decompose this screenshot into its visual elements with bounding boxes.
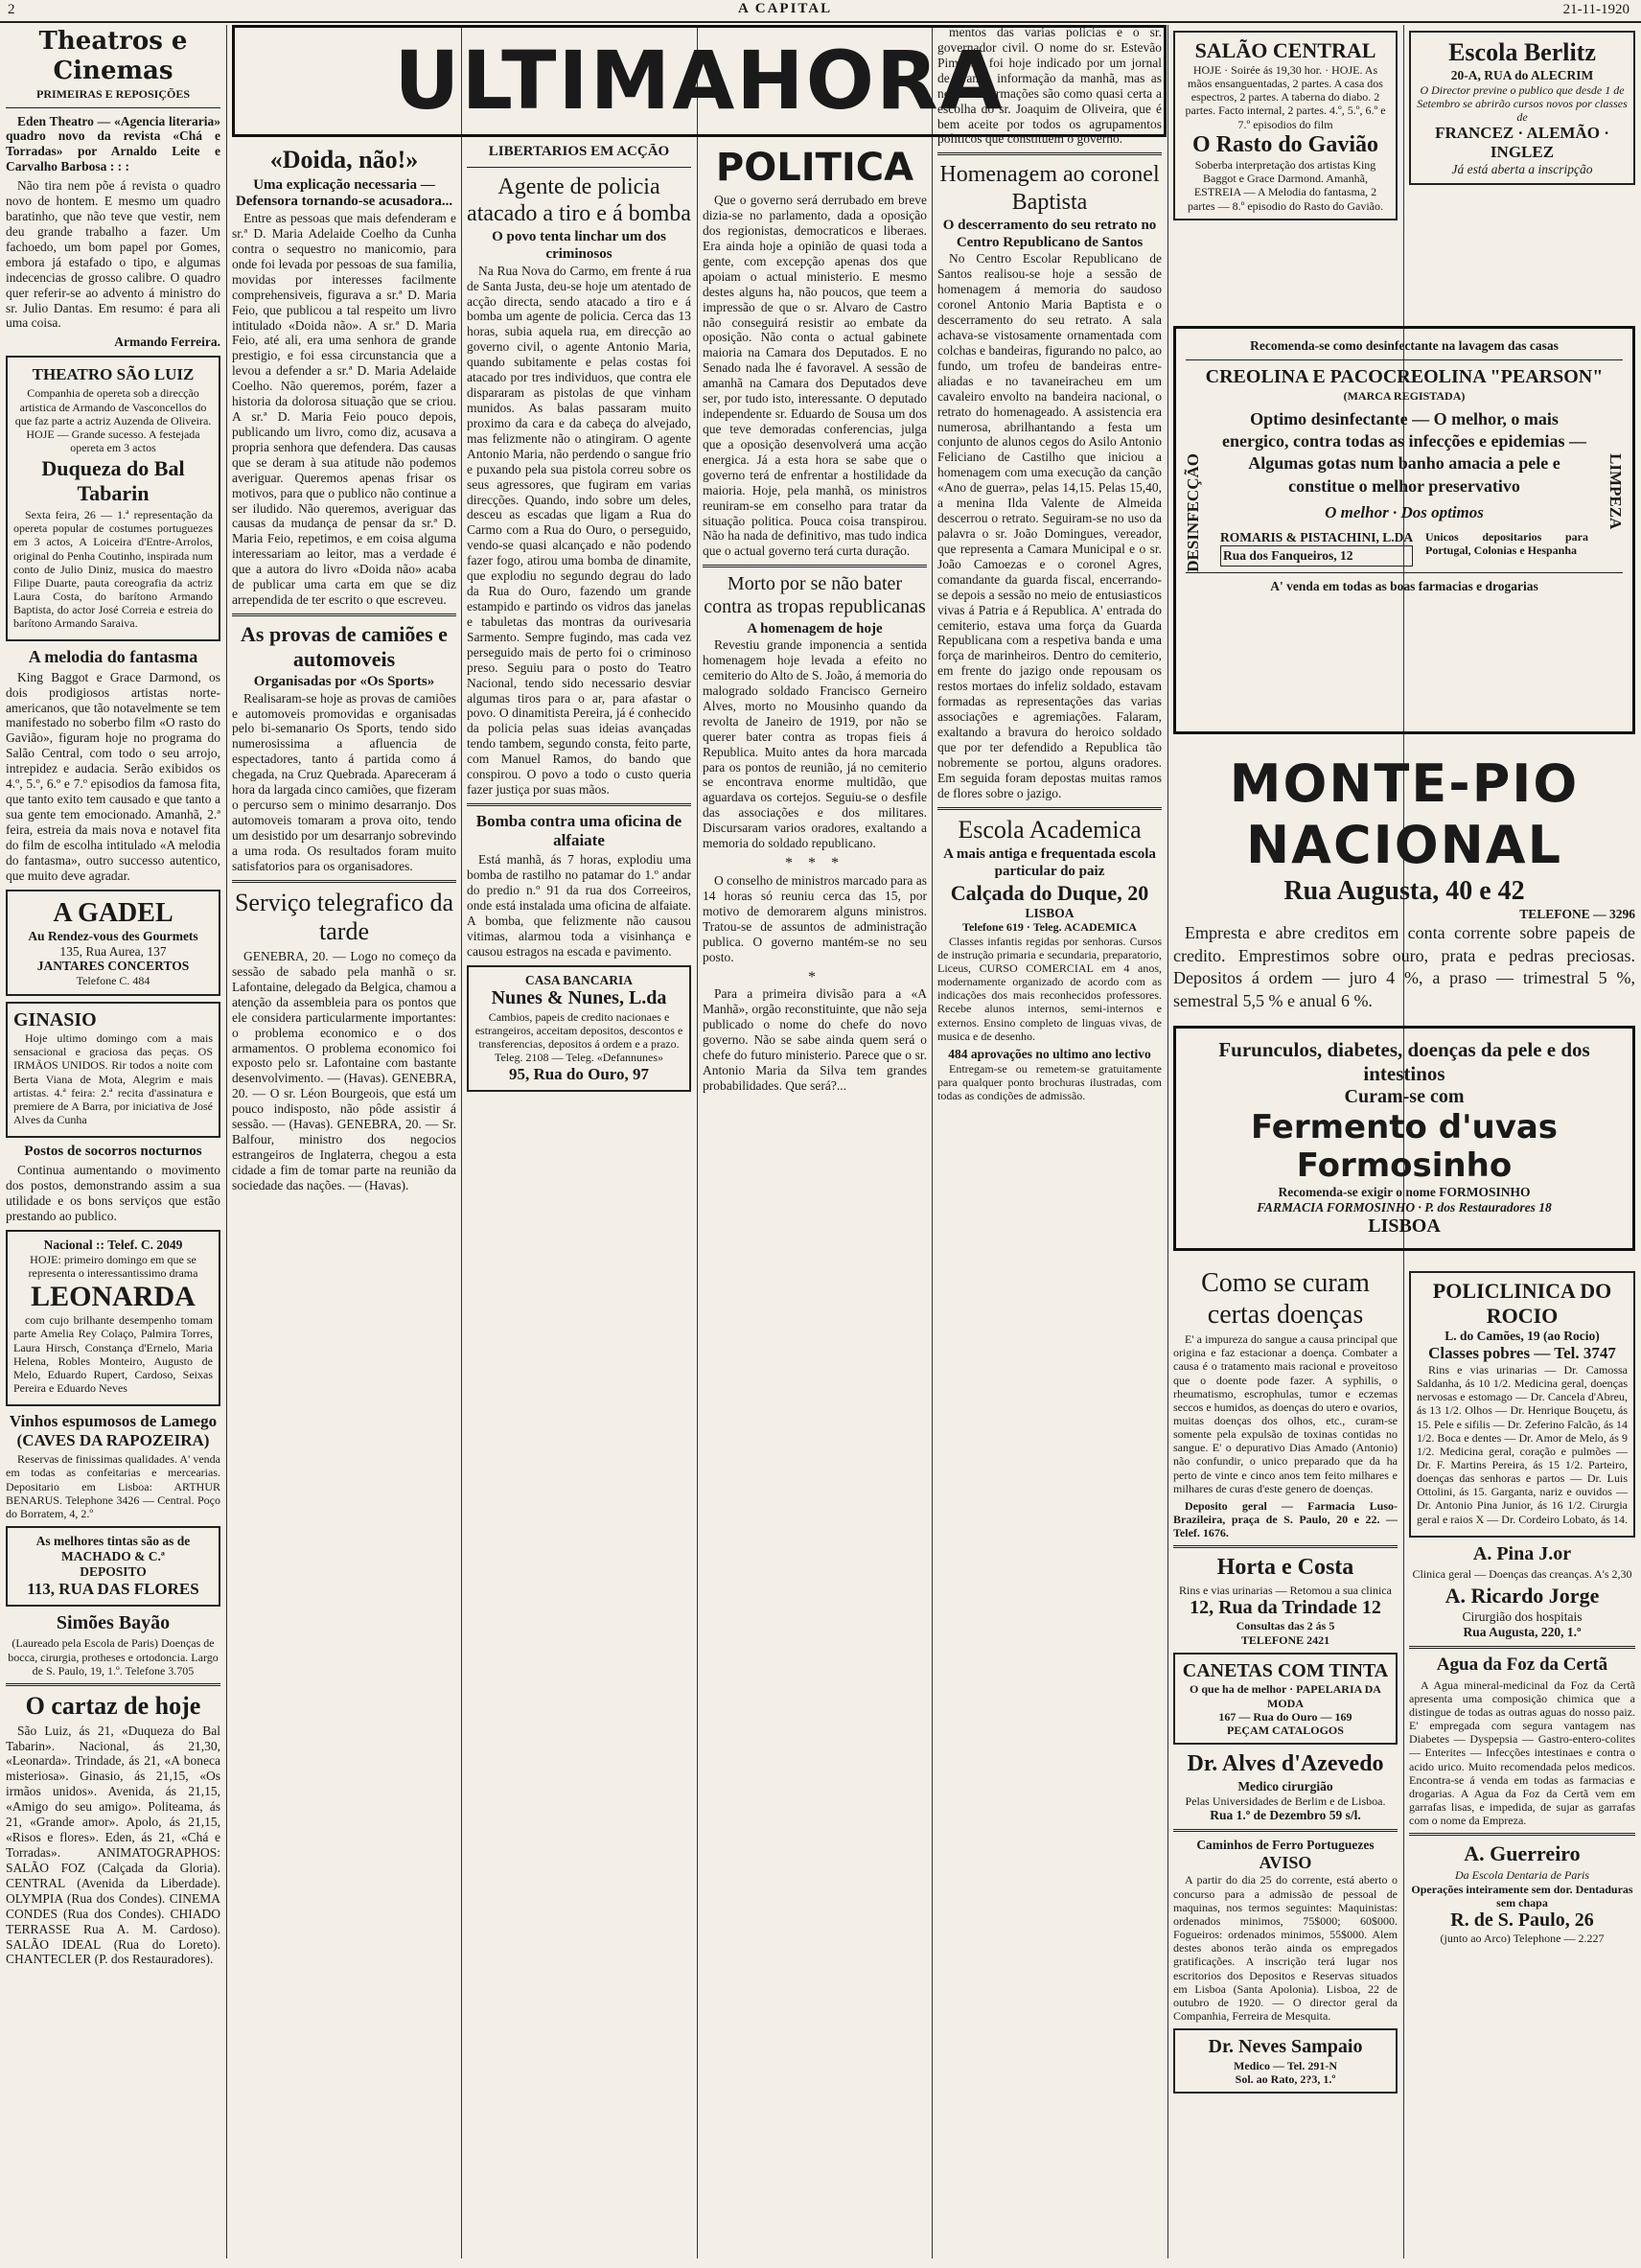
pina-text: Clinica geral — Doenças das creanças. A's 2,30 — [1412, 1567, 1632, 1582]
escola-city: LISBOA — [1025, 905, 1075, 920]
escola-tel: Telefone 619 · Teleg. ACADEMICA — [962, 920, 1137, 935]
simoes-title: Simões Bayão — [56, 1611, 171, 1633]
eden-heading: Eden Theatro — «Agencia literaria» quadro novo da revista «Chá e Torradas» por Arnaldo Leite e Carvalho Barbosa : : : — [6, 113, 220, 174]
berlitz-title: Escola Berlitz — [1448, 38, 1596, 66]
casa-title: CASA BANCARIA — [524, 972, 634, 987]
creolina-side-right: LIMPEZA — [1606, 453, 1625, 530]
agua-title: Agua da Foz da Certã — [1436, 1655, 1608, 1676]
nacional-text: HOJE: primeiro domingo em que se representa o interessantissimo drama — [28, 1252, 198, 1280]
policlinica-addr: L. do Camões, 19 (ao Rocio) — [1445, 1328, 1600, 1343]
creolina-reg: (MARCA REGISTADA) — [1343, 388, 1466, 403]
conselho-text: O conselho de ministros marcado para as 14 horas só reuniu cerca das 15, por motivo de demorarem alguns ministros. Tratou-se de assuntos de administração publica. O governo mantém-se no seu posto. — [703, 872, 927, 964]
ultima-hora-title: ULTIMAHORA — [232, 25, 1167, 137]
vinhos-text: Reservas de finissimas qualidades. A' venda em todas as confeitarias e mercearias. Depositario em Lisboa: ARTHUR BENARUS. Telephone 3426 — Central. Poço do Borratem, 4, 2.º — [6, 1452, 220, 1520]
doida-subtitle: Uma explicação necessaria — Defensora tornando-se acusadora... — [235, 176, 453, 210]
sluiz-title: THEATRO SÃO LUIZ — [32, 365, 195, 384]
creolina-firm-addr: Rua dos Fanqueiros, 12 — [1220, 545, 1413, 567]
casa-tel: Teleg. 2108 — Teleg. «Defannunes» — [494, 1051, 664, 1065]
agente-text: Na Rua Nova do Carmo, em frente á rua de Santa Justa, deu-se hoje um atentado de acção directa, sendo atacado a tiro e á bomba um agente de policia. Cerca das 13 horas, subia aquela rua, em direcção ao governo civil, o agente Antonio Maria, quando subitamente e pelas costas foi atacado por tres individuos, que contra ele dispararam as pistolas de que vinham munidos. As balas passaram muito proximo da cara e da cabeça do alvejado, mas felizmente não o atingiram. O agente Antonio Maria, não perdendo o sangue frio e puxando pela sua pistola correu sobre os seus agressores, que fugiram em varias direcções. Quando, indo sobre um deles, desceu as escadas que ligam a Rua do Carmo com a Rua do Ouro, o perseguido, vendo-se quasi alcançado e não podendo fazer fogo, atirou uma bomba de dinamite, que explodiu no segundo degrau do lado da Rua do Ouro, fazendo um grande estampido e partindo os vidros das janelas e tabuletas das montras da ourivesaria Sarmento. Sempre fugindo, mas cada vez perseguido mais de perto foi o criminoso preso. Seguiu para o posto do Teatro Nacional, tendo sido necessario desviar algumas tiros para o ar, para afastar o povo. O dinamitista Pereira, já é conhecido da policia pelas suas ideias avançadas tendo tambem, segundo consta, feito parte, com Manuel Ramos, do bando que conspirou. O povo a todo o custo queria fazer justiça por suas mãos. — [467, 263, 691, 798]
canetas-text: O que ha de melhor · PAPELARIA DA MODA — [1190, 1682, 1381, 1710]
theatros-title: Theatros e Cinemas — [38, 27, 188, 85]
policlinica-classes: Classes pobres — Tel. 3747 — [1428, 1343, 1616, 1362]
fermento-cure: Curam-se com — [1344, 1085, 1465, 1107]
salao-film: O Rasto do Gavião — [1191, 131, 1378, 157]
guerreiro-addr: R. de S. Paulo, 26 — [1450, 1909, 1594, 1931]
leonarda-title: LEONARDA — [31, 1280, 196, 1312]
berlitz-text: O Director previne o publico que desde 1 de Setembro se abrirão cursos novos por classes de — [1417, 82, 1628, 124]
neves-addr: Sol. ao Rato, 2?3, 1.º — [1235, 2071, 1336, 2086]
fermento-title: Fermento d'uvas Formosinho — [1250, 1108, 1559, 1186]
alves-addr: Rua 1.º de Dezembro 59 s/l. — [1210, 1808, 1361, 1823]
eden-signature: Armando Ferreira. — [114, 335, 220, 350]
melodia-title: A melodia do fantasma — [28, 647, 198, 667]
agua-text: A Agua mineral-medicinal da Foz da Certã apresenta uma composição chimica que a distingue de todas as outras aguas do nosso paiz. E' empregada com segura vantagem nas Diabetes — Dyspepsia — Gastro-entero-colites — Enterites — Infecções intestinaes e contra o acido urico. Muito recomendada pelos medicos. Encontra-se á venda em todas as farmacias e drogarias. A Agua da Foz da Certã vem em garrafas lisas, e impedida, de sujar as garrafas com o nome da Empreza. — [1409, 1678, 1635, 1828]
montepio-addr: Rua Augusta, 40 e 42 — [1283, 876, 1525, 907]
column-7-lower — [1409, 1265, 1635, 2258]
gadel-tel: Telefone C. 484 — [76, 974, 150, 988]
creolina-text: Optimo desinfectante — O melhor, o mais energico, contra todas as infecções e epidemias — Algumas gotas num banho amacia a pele e constitue o melhor preservativo — [1222, 408, 1586, 496]
guerreiro-tel: (junto ao Arco) Telephone — 2.227 — [1440, 1932, 1605, 1946]
pina-title: A. Pina J.or — [1472, 1542, 1572, 1564]
guerreiro-subtitle: Da Escola Dentaria de Paris — [1455, 1868, 1589, 1883]
homenagem-text: No Centro Escolar Republicano de Santos realisou-se hoje a sessão de homenagem á memoria do saudoso coronel Antonio Maria Baptista e o descerramento do seu retrato. A sala achava-se vistosamente ornamentada com colchas e bandeiras, figurando no palco, ao fundo, um trofeu de bandeiras entre-aliadas e no tavaneiracheu em um cavaleiro envolto na bandeira nacional, o retrato do homenageado. A assistencia era numerosa, abrilhantando a festa um conjunto de alunos cegos do Asilo Antonio Feliciano de Castilho que iniciou a homenagem com uma execução da canção «Ano de guerra», pelas 14,15. Pelas 15,40, a menina Ilda Valente de Almeida descerrou o retrato. Seguiram-se no uso da palavra o sr. João Domingues, vereador, que representa a Camara Municipal e o sr. João Camoezas e o coronel Agres, comandante da guarda fiscal, encerrando-se depois a sessão no meio de entusiasticos vivas á Patria e á Republica. A' entrada do cemiterio, estava uma força da Guarda Republicana com a respetiva banda e uma força de marinheiros. Dentro do cemiterio, em frente do jazigo onde repousam os restos mortaes do infeliz soldado, estavam formadas as representações das varias associações e agremiações. Falaram, exaltando a bravura do heroico soldado que por ter defendido a Republica tão nobremente se portou, alguns oradores. Em seguida foram depostas muitas ramos de flores sobre o jazigo. — [937, 251, 1162, 800]
caminhos-aviso: AVISO — [1259, 1853, 1312, 1873]
curam-text: E' a impureza do sangue a causa principal que origina e faz estacionar a doença. Combater a causa é o tratamento mais racional e proveitoso que o doente pode fazer. A syphilis, o rheumatismo, escrophulas, tumor e eczemas seccos e humidos, as doenças do utero e ovarios, muitas doenças dos olhos, etc., curam-se somente pela expulsão de toxinas contidas no sangue. E' o depurativo Dias Amado (Antonio) não confundir, o unico preparado que da ha perto de vinte e cinco anos tem feito milhares e milhares de curas d'este genero de doenças. — [1173, 1332, 1398, 1495]
horta-title: Horta e Costa — [1216, 1555, 1354, 1581]
column-rule — [1167, 25, 1168, 2258]
guerreiro-text: Operações inteiramente sem dor. Dentaduras sem chapa — [1411, 1882, 1633, 1909]
canetas-title: CANETAS COM TINTA — [1182, 1659, 1389, 1681]
column-7-top — [1409, 25, 1635, 370]
agente-subtitle: O povo tenta linchar um dos criminosos — [492, 229, 666, 262]
curam-title: Como se curam certas doenças — [1201, 1268, 1370, 1331]
morto-text: Revestiu grande imponencia a sentida homenagem hoje levada a efeito no cemiterio do Alto de S. João, á memoria do malogrado soldado Francisco Gerneiro Alves, morto no Mousinho quando da revolta de Janeiro de 1919, por não se querer bater contra as tropas fieis á Republica. Muito antes da hora marcada para os pontos de reunião, já no cemiterio se encontrava enorme multidão, que aguardava os cortejos. Seguiu-se o desfile das associações e dos militares. Discursaram varios oradores, exaltando a memoria do soldado republicano. — [703, 637, 927, 851]
morto-subtitle: A homenagem de hoje — [747, 620, 883, 636]
doida-title: «Doida, não!» — [269, 146, 419, 174]
escola-text: Classes infantis regidas por senhoras. Cursos de instrução primaria e secundaria, preparatorio, Liceus, CURSO COMERCIAL em 4 anos, modernamente organizado de acordo com as indicações dos mais reconhecidos professores. Recebe alunos internos, semi-internos e externos. Ensino completo de linguas vivas, de musica e de desenho. — [937, 934, 1162, 1043]
casa-text: Cambios, papeis de credito nacionaes e estrangeiros, acceitam depositos, descontos e transferencias, depositos á ordem e a prazo. — [474, 1010, 683, 1052]
neves-title: Dr. Neves Sampaio — [1208, 2036, 1363, 2058]
column-1 — [6, 25, 220, 2258]
leonarda-text: com cujo brilhante desempenho tomam parte Amelia Rey Colaço, Palmira Torres, Laura Hirsch, Constança d'Ernelo, Maria Helena, Robles Monteiro, Augusto de Melo, Eduardo Rupert, Cardoso, Seixas Pereira e Eduardo Neves — [13, 1313, 213, 1396]
provas-subtitle: Organisadas por «Os Sports» — [253, 673, 435, 689]
machado-deposito: DEPOSITO — [80, 1563, 147, 1579]
ricardo-text: Cirurgião dos hospitais — [1462, 1609, 1583, 1625]
postos-title: Postos de socorros nocturnos — [24, 1144, 202, 1160]
berlitz-open: Já está aberta a inscripção — [1451, 162, 1593, 177]
agente-title: Agente de policia atacado a tiro e á bomba — [467, 174, 691, 226]
horta-consultas: Consultas das 2 ás 5 — [1236, 1619, 1335, 1633]
ricardo-title: A. Ricardo Jorge — [1445, 1583, 1600, 1608]
canetas-cat: PEÇAM CATALOGOS — [1227, 1723, 1344, 1737]
ginasio-text: Hoje ultimo domingo com a mais sensacional e graciosa das peças. OS IRMÃOS UNIDOS. Rir todos a noite com Berta Viana de Mota, Alegrim e mais artistas. 4.ª feira: 2.ª recita d'assinatura e premiere de A Barra, por iniciativa de José Alves da Cunha — [13, 1031, 213, 1127]
escola-subtitle: A mais antiga e frequentada escola particular do paiz — [943, 846, 1156, 879]
escola-aprovacoes-text: Entregam-se ou remetem-se gratuitamente para qualquer ponto brochuras ilustradas, com todas as condições de admissão. — [937, 1061, 1162, 1103]
column-rule — [461, 25, 462, 2258]
horta-addr: 12, Rua da Trindade 12 — [1190, 1596, 1381, 1618]
homenagem-subtitle: O descerramento do seu retrato no Centro Republicano de Santos — [942, 218, 1157, 250]
column-6-lower — [1173, 1265, 1398, 2258]
column-3 — [467, 144, 691, 2258]
montepio-tel: TELEFONE — 3296 — [1519, 907, 1635, 922]
vinhos-title: Vinhos espumosos de Lamego (CAVES DA RAPOZEIRA) — [9, 1412, 218, 1450]
issue-date: 21-11-1920 — [1562, 2, 1629, 17]
melodia-text: King Baggot e Grace Darmond, os dois prodigiosos artistas norte-americanos, que tão notavelmente se tem manifestado no soberbo film «O rasto do Gavião», figuram hoje no programa do Salão Central, com todo o seu arrojo, intrepidez e audacia. Serão exibidos os 4.º, 5.º, 6.º e 7.º episodios da famosa fita, que tanto exito tem causado e que tanto a sua gente tem emocionado. Amanhã, 2.ª feira, estreia da mais nova e notavel fita do film de escolha intitulado «A melodia do fantasma», outro successo autentico, que muito deve agradar. — [6, 669, 220, 883]
postos-text: Continua aumentando o movimento dos postos, demonstrando assim a sua utilidade e os bons serviços que estão prestando ao publico. — [6, 1162, 220, 1223]
creolina-deps: Unicos depositarios para Portugal, Colonias e Hespanha — [1425, 530, 1588, 558]
salao-text2: Soberba interpretação dos artistas King Baggot e Grace Darmond. Amanhã, ESTREIA — A Melodia do fantasma, 2 partes — 8.º episodio do Rasto do Gavião. — [1187, 158, 1384, 213]
escola-aprovacoes: 484 aprovações no ultimo ano lectivo — [948, 1046, 1151, 1061]
horta-tel: TELEFONE 2421 — [1240, 1632, 1330, 1647]
berlitz-langs: FRANCEZ · ALEMÃO · INGLEZ — [1435, 124, 1609, 162]
berlitz-addr: 20-A, RUA do ALECRIM — [1450, 67, 1594, 82]
escola-title: Escola Academica — [958, 815, 1142, 844]
cartaz-title: O cartaz de hoje — [25, 1691, 201, 1720]
creolina-ad — [1173, 326, 1635, 738]
montepio-ad — [1173, 753, 1635, 1012]
alves-subtitle: Medico cirurgião — [1237, 1779, 1333, 1794]
casa-name: Nunes & Nunes, L.da — [491, 987, 667, 1009]
salao-text: HOJE · Soirée ás 19,30 hor. · HOJE. As mãos ensanguentadas, 2 partes. A casa dos espectros, 2 partes. A taberna do diabo. 2 partes. Facto internal, 2 partes. 4.º, 5.º, 6.º e 7.º episodios do film — [1185, 62, 1386, 131]
neves-text: Medico — Tel. 291-N — [1234, 2058, 1337, 2072]
creolina-bottom: A' venda em todas as boas farmacias e drogarias — [1270, 579, 1538, 594]
fermento-city: LISBOA — [1368, 1215, 1441, 1238]
sluiz-show: Duqueza do Bal Tabarin — [41, 456, 185, 506]
gadel-addr: 135, Rua Aurea, 137 — [59, 943, 167, 959]
creolina-firm: ROMARIS & PISTACHINI, L.DA — [1220, 530, 1414, 545]
top-text: mentos das varias policias e o sr. governador civil. O nome do sr. Estevão Pimentel foi hoje indicado por um jornal de grande informação da manhã, mas as nossas informações são como quasi certa a escolha do sr. Joaquim de Oliveira, que é bem aceite por todos os agrupamentos politicos que constituem o governo. — [937, 25, 1162, 147]
policlinica-title: POLICLINICA DO ROCIO — [1432, 1279, 1612, 1328]
column-5 — [937, 25, 1162, 2258]
horta-text: Rins e vias urinarias — Retomou a sua clinica — [1179, 1583, 1392, 1597]
fermento-top: Furunculos, diabetes, doenças da pele e dos intestinos — [1218, 1038, 1590, 1085]
machado-addr: 113, RUA DAS FLORES — [27, 1579, 199, 1598]
theatros-subtitle: PRIMEIRAS E REPOSIÇÕES — [35, 87, 191, 102]
eden-text: Não tira nem põe á revista o quadro novo de hontem. E mesmo um quadro baratinho, que não teve que vestir, nem deu grande trabalho a fazer. Um fachoedo, um bom papel por Gomes, embora já estafado o tipo, e algumas indecencias de grosso calibre. O quadro quer referir-se ao advento á ministro do sr. Julio Dantas. Em resumo: é para ali uma coisa. — [6, 178, 220, 331]
gadel-title: A GADEL — [53, 897, 173, 928]
creolina-top: Recomenda-se como desinfectante na lavagem das casas — [1250, 338, 1559, 353]
politica-title: POLITICA — [715, 146, 914, 190]
creolina-title: CREOLINA E PACOCREOLINA "PEARSON" — [1205, 365, 1604, 387]
provas-text: Realisaram-se hoje as provas de camiões e automoveis promovidas e organisadas pelo bi-semanario Os Sports, tendo sido numerosissima a afluencia de espectadores, tanto á partida como á chegada, na Cruz Quebrada. Apareceram á hora da largada cinco camiões, que fizeram o percurso sem o minimo desarranjo. Dos automoveis tomaram a prova oito, tendo um desistido por um desarranjo sobrevindo a uma roda. Os resultados foram muito satisfatorios para os organisadores. — [232, 690, 456, 873]
column-4: POLITICA Que o governo será derrubado em breve dizia-se no parlamento, dada a oposição dos regionistas, democraticos e liberaes. Era ainda hoje a opinião de quasi toda a gente, com excepção apenas dos que apoiam o actual ministerio. E mesmo destes alguns ha, não poucos, que teem a impressão de que o sr. Alvaro de Castro não conseguirá resistir ao embate da oposição. Não conta o actual gabinete maioria na Camara dos Deputados. E no Senado nada lhe é favoravel. A sessão de amanhã na Camara dos Deputados deve ser, por tudo isto, interessante. O deputado independente sr. Eduardo de Sousa um dos que teve demoradas conferencias, julga que a oposição desenvolverá uma acção energica. Já a esta hora se sabe que o governo terá de enfrentar a hostilidade da maioria. Hoje, pela manhã, os ministros reuniram-se em conselho para tratar da situação politica. Pouca coisa transpirou. Não ha nada de definitivo, mas tudo indica que o actual governo terá curta duração. Morto por se não bater contra as tropas republicanas A homenagem de hoje Revestiu grande imponencia a sentida homenagem hoje levada a efeito no cemiterio do Alto de S. João, á memoria do malogrado soldado Francisco Gerneiro Alves, morto no Mousinho quando da revolta de Janeiro de 1919, por não se querer bater contra as tropas fieis á Republica. Muito antes da hora marcada para os pontos de reunião, já no cemiterio se encontrava enorme multidão, que aguardava os cortejos. Seguiu-se o desfile das associações e dos militares. Discursaram varios oradores, exaltando a memoria do soldado republicano. * * * O conselho de ministros marcado para as 14 horas só reuniu cerca das 15, por motivo de demorarem alguns ministros. Tratou-se de assuntos de administração publica. O governo mantém-se no seu posto. * Para a primeira divisão para a «A Manhã», orgão reconstituinte, que não seja publicado o nome do chefe do novo governo. Não se sabe ainda quem será o chefe do futuro ministerio. Parece que o sr. Antonio Maria da Silva tem grandes probabilidades. Que será?... — [703, 146, 927, 1093]
ricardo-addr: Rua Augusta, 220, 1.º — [1463, 1625, 1582, 1640]
bomba-text: Está manhã, ás 7 horas, explodiu uma bomba de rastilho no patamar do 1.º andar do predio n.º 91 da rua dos Correeiros, onde está instalada uma oficina de alfaiate. A bomba, que felizmente não causou vitimas, alarmou toda a visinhança e causou estragos na escada e pavimento. — [467, 852, 691, 959]
masthead — [0, 0, 1641, 23]
bomba-title: Bomba contra uma oficina de alfaiate — [475, 811, 682, 849]
paper-name: A CAPITAL — [738, 1, 833, 16]
salao-title: SALÃO CENTRAL — [1194, 38, 1376, 62]
doida-text: Entre as pessoas que mais defenderam e sr.ª D. Maria Adelaide Coelho da Cunha contra o sequestro no manicomio, para onde foi levada por pessoas de sua familia, movidas por interesses facilmente comprehensiveis, figurava a sr.ª D. Maria Feio, que publicou a tal respeito um livro intitulado «Doida não». A sr.ª D. Maria Feio, até ali, era uma senhora de grande prestigio, e foi essa circunstancia que a levou a defender a sr.ª D. Maria Adelaide Coelho. Não queremos, porém, fazer a historia da dolorosa situação que se criou. A sr.ª D. Maria Feio pouco depois, publicando um livro, como diz, acusava a propria senhora que defendera. Das causas que se deram à sua atitude não podemos averiguar. Queremos apenas frisar os motivos, para que o publico não continue a ser iludido. Não queremos, averiguar das causas da mudança de pensar da sr.ª D. Maria Feio, repetimos, e em coisa alguma interessariam ao leitor, mas a verdade é que a autora do livro «Doida não» acaba de publicar uma carta em que se diz arrependida de ter escrito o que escreveu. — [232, 211, 456, 608]
column-rule — [932, 25, 933, 2258]
canetas-addr: 167 — Rua do Ouro — 169 — [1218, 1709, 1352, 1724]
guerreiro-title: A. Guerreiro — [1464, 1841, 1581, 1866]
curam-deposito: Deposito geral — Farmacia Luso-Brazileira, praça de S. Paulo, 20 e 22. — Telef. 1676. — [1173, 1498, 1398, 1540]
column-2 — [232, 144, 456, 2258]
morto-title: Morto por se não bater contra as tropas republicanas — [704, 573, 926, 617]
sluiz-friday: Sexta feira, 26 — 1.ª representação da opereta popular de costumes portuguezes em 3 actos, A Loiceira d'Entre-Arrolos, original do Penha Coutinho, inspirada num conto de Julio Diniz, musica do maestro Filipe Duarte, pauta coreografia da actriz Laura Costa, do barítono Armando Baptista, do actor José Correia e estreia do barítono Armando Saraiva. — [13, 508, 213, 631]
politica-text: Que o governo será derrubado em breve dizia-se no parlamento, dada a oposição dos regionistas, democraticos e liberaes. Era ainda hoje a opinião de quasi toda a gente, com excepção apenas dos que apoiam o actual ministerio. E mesmo destes alguns ha, não poucos, que teem a impressão de que o sr. Alvaro de Castro não conseguirá resistir ao embate da oposição. Não conta o actual gabinete maioria na Camara dos Deputados. E no Senado nada lhe é favoravel. A sessão de amanhã na Camara dos Deputados deve ser, por tudo isto, interessante. O deputado independente sr. Eduardo de Sousa um dos que teve demoradas conferencias, julga que a oposição desenvolverá uma acção energica. Já a esta hora se sabe que o governo terá de enfrentar a hostilidade da maioria. Hoje, pela manhã, os ministros reuniram-se em conselho para tratar da situação politica. Pouca coisa transpirou. Não ha nada de definitivo, mas tudo indica que o actual governo terá curta duração. — [703, 193, 927, 559]
fermento-ad — [1173, 1026, 1635, 1256]
libertarios-title: LIBERTARIOS EM ACÇÃO — [488, 144, 670, 159]
alves-title: Dr. Alves d'Azevedo — [1187, 1751, 1384, 1776]
sluiz-lines: Companhia de opereta sob a direcção artistica de Armando de Vasconcellos do que faz parte a actriz Auzenda de Oliveira. HOJE — Grande sucesso. A festejada opereta em 3 actos — [14, 386, 212, 454]
column-rule — [226, 25, 227, 2258]
policlinica-text: Rins e vias urinarias — Dr. Camossa Saldanha, ás 10 1/2. Medicina geral, doenças nervosas e estomago — Dr. Cancela d'Abreu, ás 13 1/2. Olhos — Dr. Henrique Bouçetu, ás 15. Pele e sifilis — Dr. Zeferino Falcão, ás 14 1/2. Boca e dentes — Dr. Amor de Melo, ás 9 1/2. Medicina geral, coração e pulmões — Dr. F. Martins Pereira, ás 15 1/2. Parteiro, doenças das senhoras e partos — Dr. Luis Ottolini, ás 15. Garganta, nariz e ouvidos — Dr. Antonio Pina Junior, ás 16 1/2. Cirurgia geral e raios X — Dr. Cordeiro Lobato, ás 14. — [1417, 1362, 1628, 1526]
fermento-farm: FARMACIA FORMOSINHO · P. dos Restauradores 18 — [1257, 1200, 1552, 1215]
montepio-text: Empresta e abre creditos em conta corrente sobre papeis de credito. Emprestimos sobre ouro, prata e pedras preciosas. Depositos á ordem — juro 4 %, a praso — trimestral 5 %, semestral 5,5 % e anual 6 %. — [1173, 923, 1635, 1010]
caminhos-text: A partir do dia 25 do corrente, está aberto o concurso para a admissão de pessoal de maquinas, nos termos seguintes: Maquinistas: ordenados minimos, 75$000; 60$000. Fogueiros: ordenados minimos, 55$000. Alem destes abonos terão ainda os empregados gratificações. A inscrição terá lugar nos escritorios dos Depositos e Reservas situados em Lisboa (Santa Apolonia). Lisboa, 22 de outubro de 1920. — O director geral da Companhia, Ferreira de Mesquita. — [1173, 1873, 1398, 2024]
casa-addr: 95, Rua do Ouro, 97 — [508, 1064, 650, 1083]
page-number: 2 — [8, 2, 15, 17]
machado-title: As melhores tintas são as de MACHADO & C.ª — [35, 1534, 191, 1563]
gadel-sub: Au Rendez-vous des Gourmets — [28, 928, 198, 943]
creolina-seal: O melhor · Dos optimos — [1325, 503, 1484, 522]
escola-addr: Calçada do Duque, 20 — [950, 880, 1149, 905]
servico-text: GENEBRA, 20. — Logo no começo da sessão de sabado pela manhã o sr. Lafontaine, delegado da Belgica, chamou a atenção da assembleia para os pontos que ele considera particularmente importantes: o problema economico e o dos armamentos. O problema economico foi exposto pelo sr. Lafontaine com bastante desenvolvimento. — (Havas). GENEBRA, 20. — O sr. Léon Bourgeois, que está um pouco indisposto, não pôde assistir á sessão. — (Havas). GENEBRA, 20. — Sr. Balfour, ministro dos negocios estrangeiros de Inglaterra, chegou a esta cidade a fim de tomar parte na reunião da sociedade das nações. — (Havas). — [232, 949, 456, 1192]
fermento-rec: Recomenda-se exigir o nome FORMOSINHO — [1278, 1185, 1531, 1200]
homenagem-title: Homenagem ao coronel Baptista — [939, 162, 1160, 215]
montepio-title: MONTE-PIO NACIONAL — [1229, 753, 1580, 875]
pelo-text: Para a primeira divisão para a «A Manhã», orgão reconstituinte, que não seja publicado o nome do chefe do novo governo. Não se sabe ainda quem será o chefe do futuro ministerio. Parece que o sr. Antonio Maria da Silva tem grandes probabilidades. Que será?... — [703, 986, 927, 1093]
nacional-title: Nacional :: Telef. C. 2049 — [43, 1237, 183, 1252]
cartaz-text: São Luiz, ás 21, «Duqueza do Bal Tabarin». Nacional, ás 21,30, «Leonarda». Trindade, ás 21, «A boneca misteriosa». Ginasio, ás 21,15, «Os irmãos unidos». Avenida, ás 21,15, «Amigo do seu amigo». Politeama, ás 21, «Grande amor». Apolo, ás 21,15, «Risos e flores». Eden, ás 21, «Chá e Torradas». ANIMATOGRAPHOS: SALÃO FOZ (Calçada da Gloria). CENTRAL (Avenida da Liberdade). OLYMPIA (Rua dos Condes). CINEMA CONDES (Rua dos Condes). CHIADO TERRASSE Rua A. M. Cardoso). SALÃO IDEAL (Rua do Loreto). CHANTECLER (P. dos Restauradores). — [6, 1723, 220, 1967]
caminhos-title: Caminhos de Ferro Portuguezes — [1196, 1838, 1375, 1853]
simoes-text: (Laureado pela Escola de Paris) Doenças de bocca, cirurgia, protheses e ortodoncia. Largo de S. Paulo, 19, 1.º. Telefone 3.705 — [8, 1636, 219, 1678]
gadel-jantares: JANTARES CONCERTOS — [36, 959, 190, 974]
provas-title: As provas de camiões e automoveis — [241, 622, 448, 671]
ginasio-title: GINASIO — [13, 1008, 97, 1030]
creolina-side-left: DESINFECÇÃO — [1184, 453, 1202, 572]
alves-text: Pelas Universidades de Berlim e de Lisboa. — [1185, 1794, 1386, 1809]
column-rule — [697, 25, 698, 2258]
servico-title: Serviço telegrafico da tarde — [234, 888, 454, 946]
